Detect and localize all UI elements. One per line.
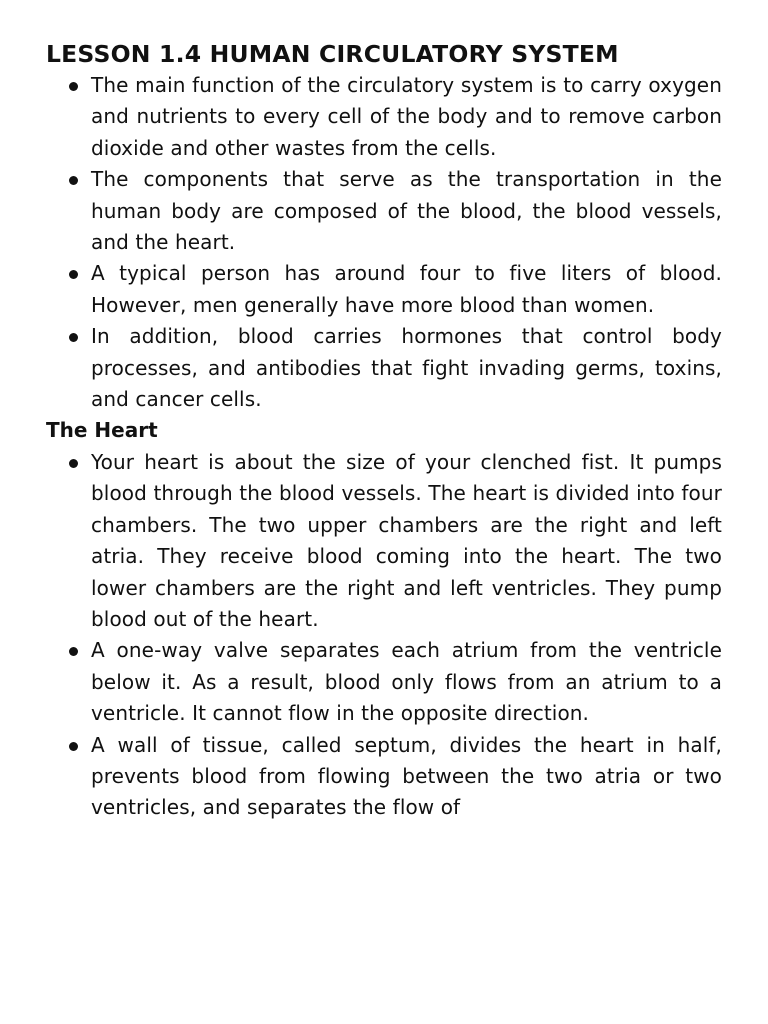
bullet-text: A typical person has around four to five liters of blood. However, men generally have more blood than women. bbox=[91, 261, 722, 317]
bullet-text: A one-way valve separates each atrium from the ventricle below it. As a result, blood only flows from an atrium to a ventricle. It cannot flow in the opposite direction. bbox=[91, 638, 722, 726]
bullet-text: In addition, blood carries hormones that control body processes, and antibodies that fight invading germs, toxins, and cancer cells. bbox=[91, 324, 722, 412]
bullet-dot-icon bbox=[69, 333, 78, 342]
section-heading-the-heart: The Heart bbox=[46, 418, 158, 443]
bullet-dot-icon bbox=[69, 176, 78, 185]
bullet-dot-icon bbox=[69, 82, 78, 91]
list-item bbox=[46, 447, 722, 635]
list-item bbox=[46, 258, 722, 321]
list-item bbox=[46, 164, 722, 258]
bullet-text: Your heart is about the size of your clenched fist. It pumps blood through the blood vessels. The heart is divided into four chambers. The two upper chambers are the right and left atria. They receive blood coming into the heart. The two lower chambers are the right and left ventricles. They pump blood out of the heart. bbox=[91, 449, 722, 631]
bullet-text: The main function of the circulatory system is to carry oxygen and nutrients to every cell of the body and to remove carbon dioxide and other wastes from the cells. bbox=[91, 73, 722, 160]
list-item bbox=[46, 730, 722, 824]
list-item bbox=[46, 635, 722, 729]
heart-bullet-list bbox=[46, 447, 722, 824]
list-item bbox=[46, 70, 722, 164]
document-page bbox=[46, 38, 722, 824]
bullet-dot-icon bbox=[69, 270, 78, 279]
bullet-dot-icon bbox=[69, 742, 78, 751]
bullet-dot-icon bbox=[69, 459, 78, 468]
bullet-dot-icon bbox=[69, 647, 78, 656]
list-item bbox=[46, 321, 722, 415]
lesson-title: LESSON 1.4 HUMAN CIRCULATORY SYSTEM bbox=[46, 40, 619, 68]
intro-bullet-list bbox=[46, 70, 722, 415]
bullet-text: The components that serve as the transportation in the human body are composed of the blood, the blood vessels, and the heart. bbox=[91, 167, 722, 255]
bullet-text: A wall of tissue, called septum, divides the heart in half, prevents blood from flowing between the two atria or two ventricles, and separates the flow of bbox=[91, 732, 722, 820]
